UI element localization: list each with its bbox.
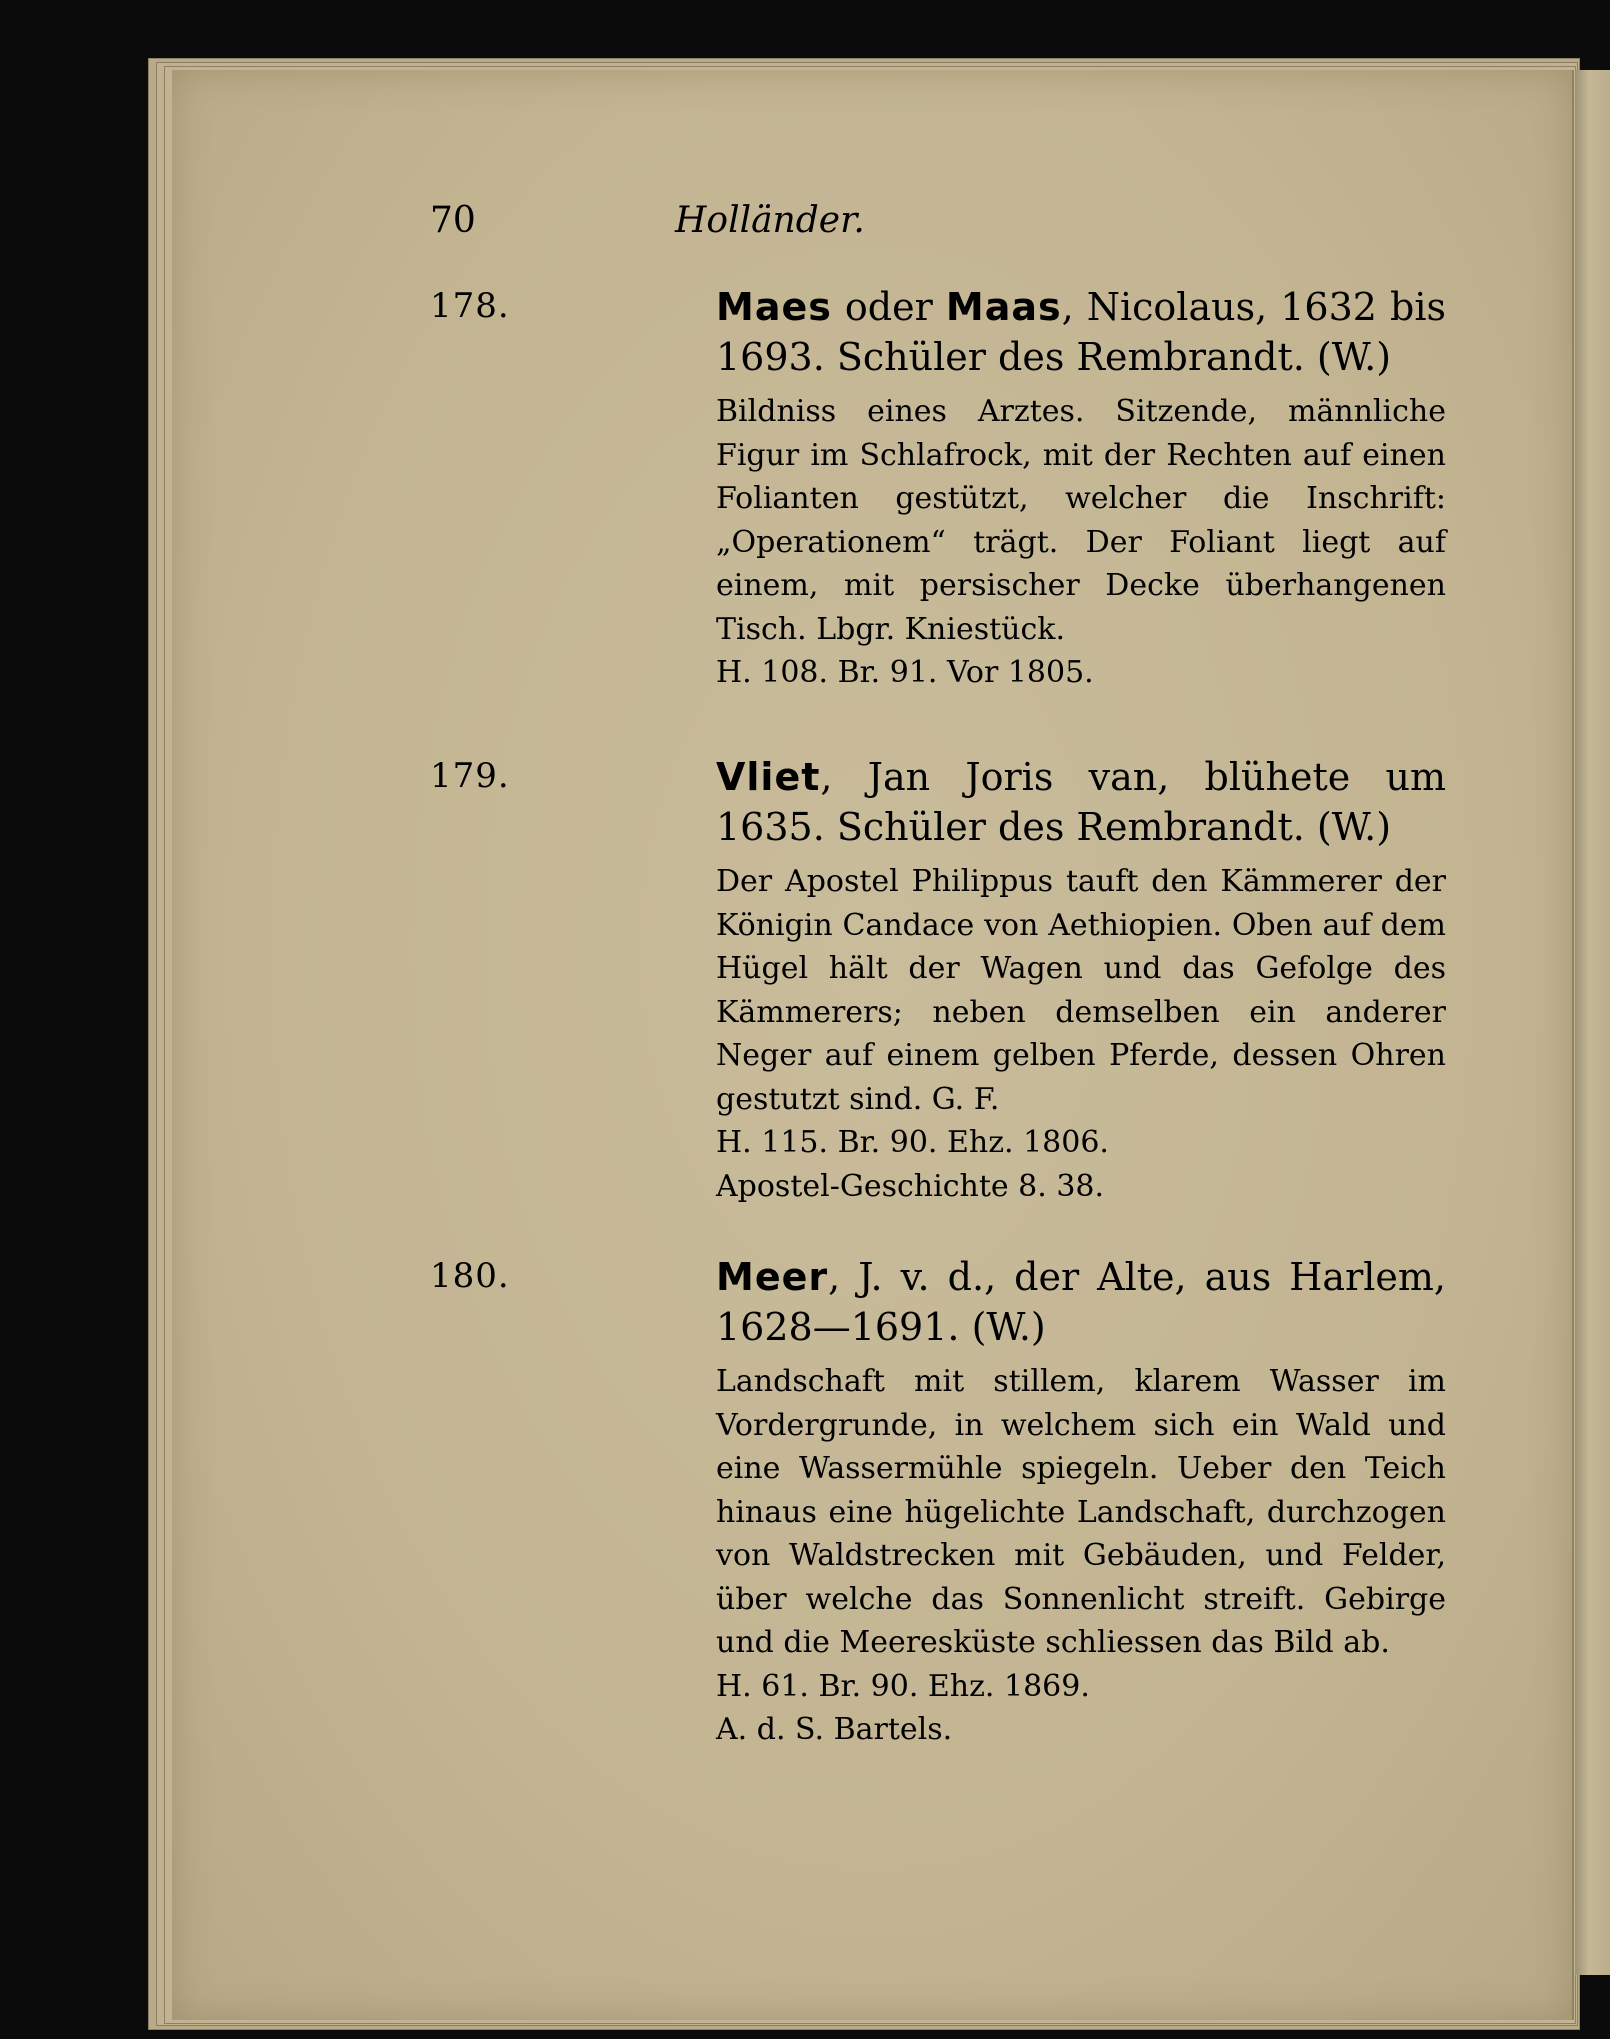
meta-line: A. d. S. Bartels. (716, 1712, 953, 1747)
meta-line: H. 115. Br. 90. Ehz. 1806. (716, 1125, 1109, 1160)
catalogue-entry-180 (430, 1252, 1460, 1752)
entry-description (716, 390, 1446, 651)
artist-name-alt: Maas (945, 285, 1062, 329)
entry-meta (716, 1665, 1446, 1752)
catalogue-entry-179 (430, 752, 1460, 1208)
heading-details: , Nicolaus, 1632 bis 1693. Schüler des Rembrandt. (W.) (716, 285, 1447, 379)
meta-line: H. 108. Br. 91. Vor 1805. (716, 655, 1094, 690)
catalogue-entry-178 (430, 282, 1460, 695)
entry-number: 180. (430, 1256, 510, 1296)
entry-heading (716, 1252, 1446, 1352)
name-connector: oder (831, 285, 946, 329)
facing-page-edge (1575, 70, 1610, 1975)
description-text: Landschaft mit stillem, klarem Wasser im Vordergrunde, in welchem sich ein Wald und eine Wassermühle spiegeln. Ueber den Teich hinaus eine hügelichte Landschaft, durchzogen von Waldstrecken mit Gebäuden, und Felder, über welche das Sonnenlicht streift. Gebirge und die Meeresküste schliessen das Bild ab. (716, 1364, 1446, 1660)
running-title: Holländer. (675, 200, 865, 241)
heading-details: , Jan Joris van, blühete um 1635. Schüler des Rembrandt. (W.) (716, 755, 1446, 849)
description-text: Bildniss eines Arztes. Sitzende, männliche Figur im Schlafrock, mit der Rechten auf einen Folianten gestützt, welcher die Inschrift: „Operationem“ trägt. Der Foliant liegt auf einem, mit persischer Decke überhangenen Tisch. Lbgr. Kniestück. (716, 394, 1446, 647)
entry-description (716, 860, 1446, 1121)
running-header (430, 200, 1130, 250)
entry-heading (716, 282, 1446, 382)
page-number: 70 (430, 200, 476, 241)
meta-line: H. 61. Br. 90. Ehz. 1869. (716, 1668, 1090, 1704)
heading-details: , J. v. d., der Alte, aus Harlem, 1628—1691. (W.) (716, 1255, 1446, 1349)
artist-name: Vliet (716, 755, 821, 799)
artist-name: Maes (716, 285, 832, 329)
entry-meta (716, 651, 1446, 695)
entry-description (716, 1360, 1446, 1665)
description-text: Der Apostel Philippus tauft den Kämmerer der Königin Candace von Aethiopien. Oben auf dem Hügel hält der Wagen und das Gefolge des Kämmerers; neben demselben ein anderer Neger auf einem gelben Pferde, dessen Ohren gestutzt sind. G. F. (716, 864, 1446, 1117)
entry-meta (716, 1121, 1446, 1208)
entry-heading (716, 752, 1446, 852)
artist-name: Meer (716, 1255, 829, 1299)
meta-line: Apostel-Geschichte 8. 38. (716, 1168, 1105, 1204)
entry-number: 179. (430, 756, 510, 796)
entry-number: 178. (430, 286, 510, 326)
